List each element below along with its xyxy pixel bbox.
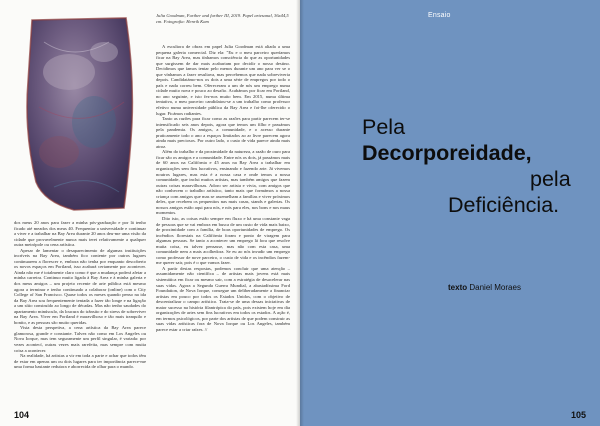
byline-label: texto <box>448 283 468 292</box>
paragraph: Tanto as razões para ficar como as razões para partir parecem ter-se intensificado seis anos depois, agora que temos um filho e passámos pela pandemia. Os amigos, a comunidade, e o acesso durante praticamente todo o ano a espaços limitados ao ar livre parecem agora ainda mais preciosos. Por outro lado, o custo de vida parece ainda mais atroz. <box>156 116 290 149</box>
title-line: pela <box>530 167 571 191</box>
right-page <box>300 0 600 426</box>
title-emphasis: Decorporeidade, <box>362 141 532 165</box>
page-number: 104 <box>14 410 30 420</box>
paragraph: A partir destas respostas, podemos concluir que uma atenção – assumidamente não científica – de artistas mais jovens está mais sistemática em ficar ou mesmo sair, com a estratégia de desacelerar nas suas vidas. Agora a Segunda Guerra Mundial, a abastadíssima Ford Foundation, de Nova Iorque, consegue um deliberadamente a financiar artistas em pouco por todos os Estados Unidos, com o objetivo de descentralizar o campo artístico. Trata-se de uma dessas iniciativas de maior sucesso na história filantrópica do país, pois existem hoje em dia organizações de artes sem fins lucrativos em todos os estados. A ação é, em termos psicológicos, por parte dos artistas de que podem construir as suas vidas artísticas fora de Nova Iorque ou Los Angeles, também parece estar a criar raízes. // <box>156 265 290 332</box>
paragraph: Na realidade, há artistas a vir em toda a parte e achar que todos têm de estar em apenas um ou dois lugares para ter importância parece-me uma forma bastante redutora e aborrecida de olhar para o mundo. <box>14 353 146 370</box>
paragraph: Além do trabalho e da proximidade da natureza, a razão de ouro para ficar são os amigos e a comunidade. Entre nós os dois, já passámos mais de 60 anos na Califórnia e 45 anos na Bay Area a trabalhar em organizações sem fins lucrativos, ensinando e fazendo arte. Já vivemos noutros lugares, mas esta é a nossa casa e onde temos a nossa comunidade, que inclui muitos artistas, mas também amigos que fazem outras coisas maravilhosas. Adoro ser artista e vivia, com amigos que não conhecem o trabalho artístico, tanto mais que formámos a nossa criança com amigos que mas se assemelham a famílias e viver próximos deles, que recebem os pequenitos nas mais casas, stands e galerias. Os nossos amigos estão aqui para nós, e nós para eles, nos bons e nos maus momentos. <box>156 149 290 216</box>
paper-sculpture-artwork <box>14 12 146 214</box>
page-number: 105 <box>570 410 586 420</box>
artwork-caption: Julia Goodman, Further and further III, 2019. Papel artesanal, 36x44,5 cm. Fotografia: Henrik Kam <box>156 13 289 24</box>
paragraph: Vista desta perspetiva, a cena artística da Bay Area parece glamorosa, grande e constante. Talvez não como em Los Angeles ou Nova Iorque, mas tem seguramente um perfil singular, é variada: por vezes acontecí, outras vezes mais rarefeita, mas sempre com muita coisa a acontecer. <box>14 325 146 353</box>
section-label: Ensaio <box>428 12 451 19</box>
body-column-right <box>156 44 290 408</box>
title-line: Deficiência. <box>448 193 560 217</box>
paragraph: A escultora de obras em papel Julia Goodman está aliada a uma pequena galeria comercial. Diz ela: "Eu e o meu parceiro queríamos ficar na Bay Area, mas tínhamos consciência do que as oportunidades que surgissem de dar mais acabariam por decidir o nosso destino. Decidimos que íamos tentar pelo menos durante um ano para ver se o que vínhamos a fazer resultava, mas percebemos que nada sobreviveria depois. Candidatámo-nos os dois a uma série de empregos por todo o país e nada correu bem. Ofereceram a um de nós um emprego numa cidade muito nova e pouco ao desafio. Acabámos por ficar em Portland, no ano seguinte, e isto fez-nos muito bem. Em 2015, numa última tentativa, o meu parceiro candidatou-se a um trabalho como professor efetivo numa universidade pública da Bay Area e foi-lhe oferecido o lugar. Ficámos radiantes. <box>156 44 290 116</box>
byline-author: Daniel Moraes <box>469 283 521 292</box>
article-title <box>300 114 600 218</box>
body-column-left <box>14 220 146 408</box>
title-line: Pela <box>362 115 406 139</box>
paragraph: Dito isto, as coisas estão sempre em fluxo e há uma constante vaga de pessoas que se vai embora em busca de um custo de vida mais baixo, de proximidade com a família, de boas oportunidades de emprego. Os incêndios florestais na Califórnia foram e ponto de viragem para algumas pessoas. Se tanto a acontecer um emprego lá fora que resolve muita coisa, eu talvez pensasse, mas não com esta casa, uma comunidade nem a mais acolhedora. Se eu ao nós invadir um emprego como professor de nove parceiro, o custo de vida e os incêndios fazem-me querer sair, pois é o que vamos fazer. <box>156 215 290 266</box>
book-gutter <box>296 0 304 426</box>
byline <box>448 283 521 292</box>
title-line <box>300 140 600 166</box>
paragraph: Apesar de lamentar o desaparecimento de algumas instituições incríveis na Bay Area, também fico contente por outros lugares continuarem a florescer e, embora não tenha por enquanto descoberto os novos espaços em Portland, isso acabará certamente por acontecer. Ainda não me é totalmente claro como é que a mudança poderá afetar a minha carreira. Continuo muito ligada à Bay Area e à minha galeria e dos meus amigos – um projeto recente de arte pública está mesmo agora a terminar e tenho continuado a colaborar (online) com o City College of San Francisco. Quase todos os meses quando penso na ida da Bay Area sou frequentemente tentada a fazer tão longe e na ligação a um sítio construído ao longo de décadas. Mas não tenho saudades do apartamento minúsculo, da loucura do trânsito e do stress de sobreviver na Bay Area. Viver em Portland é maravilhoso e tão mais tranquilo e bonito, e as pessoas são muito queridas. <box>14 247 146 325</box>
paragraph: dos meus 20 anos para fazer a minha pós-graduação e por lá tenho ficado até meados dos meus 40. Frequentar a universidade e continuar a viver e a trabalhar na Bay Area durante 20 anos deu-me uma visão da cidade que provavelmente nunca mais terei relativamente a qualquer outra metrópole ou cena artística. <box>14 220 146 248</box>
